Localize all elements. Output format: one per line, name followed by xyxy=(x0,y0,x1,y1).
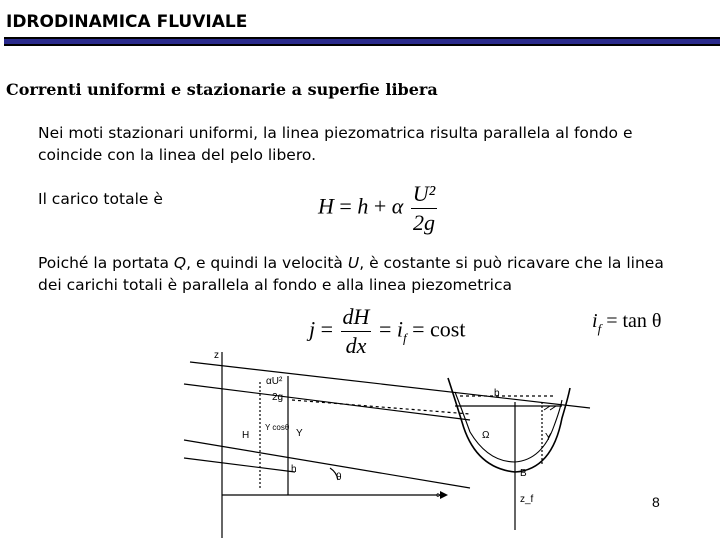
label-zf: z_f xyxy=(520,494,534,505)
paragraph-uniform-flow: Nei moti stazionari uniformi, la linea piezomatrica risulta parallela al fondo e coincide con la linea del pelo libero. xyxy=(38,124,633,164)
eq-h: h xyxy=(357,193,369,219)
eq3-i: i xyxy=(592,310,598,332)
reference-line-left xyxy=(184,458,295,472)
label-2g: 2g xyxy=(272,392,284,403)
eq2-i: i xyxy=(396,316,403,342)
ground-hatching xyxy=(544,406,556,410)
eq-fraction-denominator: 2g xyxy=(413,210,436,235)
eq2-equals-1: = xyxy=(320,316,334,342)
eq3-equals: = xyxy=(606,310,618,332)
eq-fraction xyxy=(411,180,437,237)
channel-flow-diagram xyxy=(170,340,660,540)
eq3-i-sub: f xyxy=(597,321,602,336)
label-Y-left: Y xyxy=(296,428,303,439)
label-theta: θ xyxy=(336,472,342,483)
label-h: h xyxy=(291,464,297,475)
page-number: 8 xyxy=(652,494,660,510)
equation-total-head xyxy=(318,180,439,237)
title-underline-bar xyxy=(4,37,720,46)
p3-text-a: Poiché la portata xyxy=(38,254,174,272)
equation-bed-slope xyxy=(592,310,661,337)
label-z: z xyxy=(214,350,219,361)
energy-line xyxy=(190,362,590,408)
eq3-rhs: tan θ xyxy=(622,310,662,332)
p3-Q: Q xyxy=(173,254,187,272)
paragraph-energy-line xyxy=(38,252,678,296)
eq2-equals-2: = xyxy=(378,316,392,342)
section-subtitle: Correnti uniformi e stazionarie a superfie libera xyxy=(6,80,438,99)
label-H: H xyxy=(242,430,250,441)
label-omega: Ω xyxy=(482,430,490,441)
label-alpha-u2: αU² xyxy=(266,376,283,387)
label-b: b xyxy=(494,388,500,399)
dashed-surface-line xyxy=(292,400,470,414)
eq-fraction-numerator: U² xyxy=(411,180,437,209)
eq-equals: = xyxy=(339,193,352,219)
eq2-equals-3: = xyxy=(412,316,425,342)
p3-U: U xyxy=(347,254,360,272)
label-Y-right: Y xyxy=(545,432,552,443)
eq-plus: + xyxy=(373,193,387,219)
eq2-denominator: dx xyxy=(345,333,367,358)
cross-section-outer xyxy=(448,378,570,472)
label-infinity: ∞ xyxy=(436,490,444,501)
paragraph-total-head: Il carico totale è xyxy=(38,190,163,208)
eq-H: H xyxy=(318,193,334,219)
eq-alpha: α xyxy=(391,193,404,219)
eq2-i-sub: f xyxy=(402,330,407,346)
label-B: B xyxy=(520,468,527,479)
eq2-cost: cost xyxy=(430,316,466,342)
label-Y-cos: Y cosθ xyxy=(265,423,290,432)
slide-title: IDRODINAMICA FLUVIALE xyxy=(6,12,248,32)
p3-text-b: , e quindi la velocità xyxy=(186,254,348,272)
eq2-numerator: dH xyxy=(341,303,372,332)
p3-text-c: , è costante si può ricavare che la linea dei carichi totali è parallela al fondo e alla linea piezometrica xyxy=(38,254,664,294)
eq2-j: j xyxy=(309,316,316,342)
